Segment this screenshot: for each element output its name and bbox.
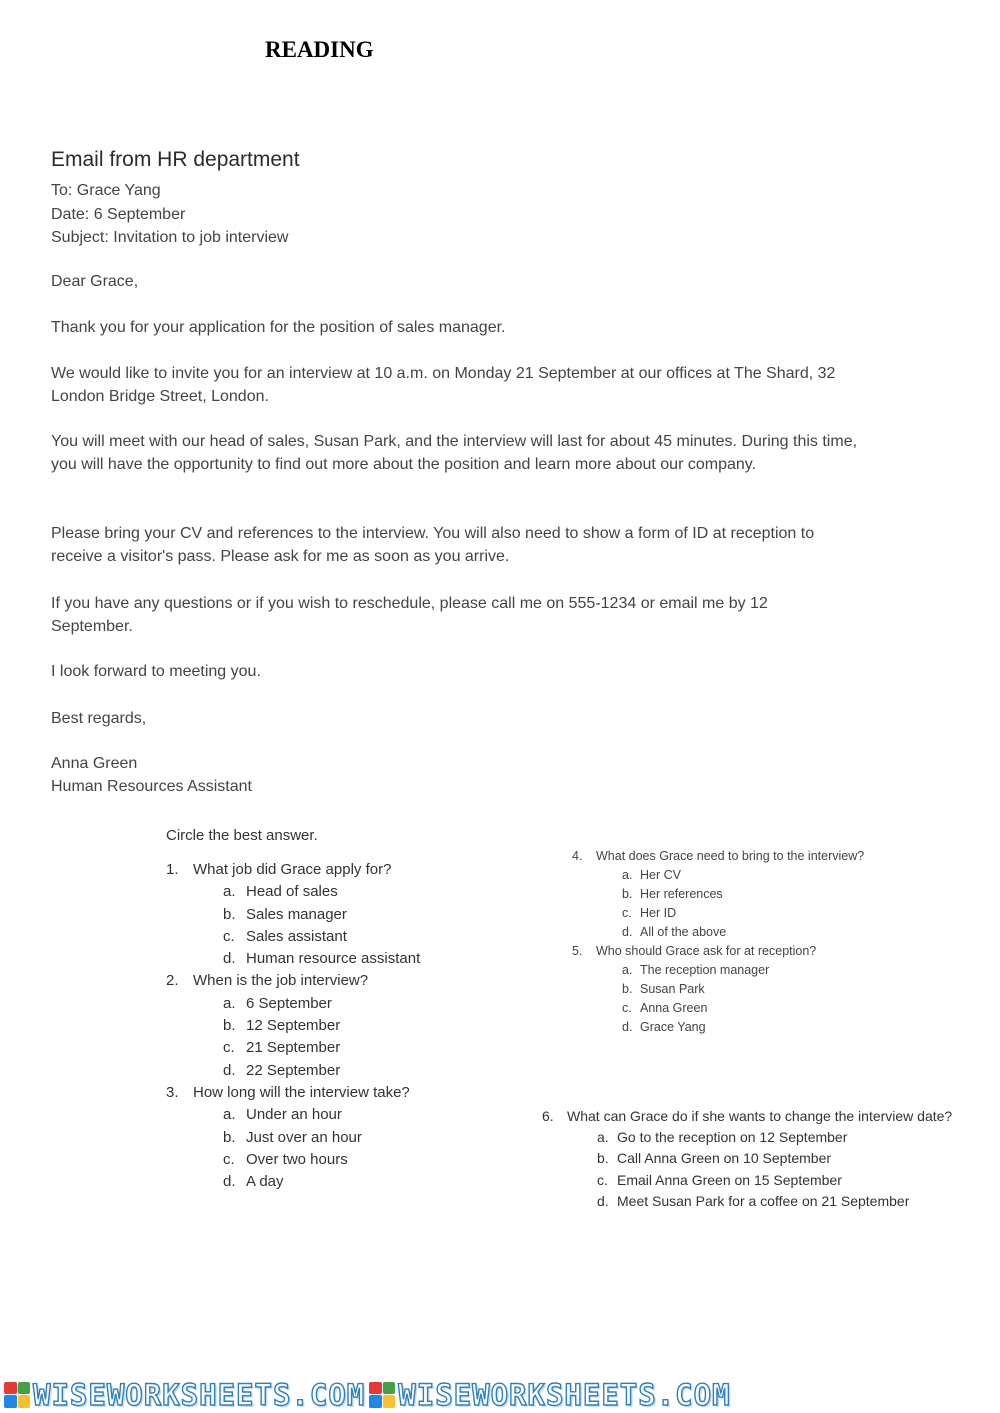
email-paragraph-2: We would like to invite you for an interview at 10 a.m. on Monday 21 September at our offices at The Shard, 32 London Bridge Street, London.: [51, 365, 836, 405]
option-text: 21 September: [246, 1039, 341, 1057]
option-letter: c.: [223, 1039, 235, 1057]
email-closing: Best regards,: [51, 710, 147, 727]
option-letter: b.: [223, 1017, 236, 1035]
option-1c[interactable]: [166, 926, 420, 948]
instructions: Circle the best answer.: [166, 827, 318, 844]
option-text: Sales manager: [246, 905, 347, 923]
option-letter: d.: [223, 1173, 236, 1191]
option-text: Her references: [640, 887, 723, 901]
option-text: Anna Green: [640, 1001, 708, 1015]
email-signature-title: Human Resources Assistant: [51, 778, 252, 795]
option-letter: a.: [223, 994, 236, 1012]
question-list-left: [166, 859, 420, 1193]
option-letter: b.: [597, 1150, 609, 1167]
option-6d[interactable]: [542, 1191, 952, 1212]
option-4d[interactable]: [572, 923, 864, 942]
option-1a[interactable]: [166, 881, 420, 903]
option-5b[interactable]: [572, 980, 864, 999]
option-letter: c.: [622, 906, 632, 920]
option-1d[interactable]: [166, 948, 420, 970]
logo-square-green: [383, 1382, 396, 1395]
logo-square-yellow: [383, 1395, 396, 1408]
option-letter: c.: [223, 1150, 235, 1168]
watermark-text: WISEWORKSHEETS.COM: [398, 1377, 731, 1412]
option-text: 22 September: [246, 1061, 341, 1079]
question-text: What job did Grace apply for?: [193, 861, 392, 878]
question-2: [166, 970, 420, 992]
option-letter: a.: [622, 868, 633, 882]
option-letter: b.: [223, 905, 236, 923]
question-number: 1.: [166, 861, 179, 878]
option-text: Go to the reception on 12 September: [617, 1129, 848, 1146]
watermark-logo[interactable]: [369, 1378, 730, 1412]
option-letter: c.: [622, 1001, 632, 1015]
option-letter: a.: [597, 1129, 609, 1146]
email-paragraph-3: You will meet with our head of sales, Susan Park, and the interview will last for about 45 minutes. During this time, you will have the opportunity to find out more about the position and learn more about our company.: [51, 433, 858, 473]
option-text: Susan Park: [640, 982, 705, 996]
option-text: Under an hour: [246, 1106, 342, 1124]
option-letter: d.: [223, 950, 236, 968]
watermark-text: WISEWORKSHEETS.COM: [33, 1377, 366, 1412]
option-text: Head of sales: [246, 883, 338, 901]
option-text: A day: [246, 1173, 284, 1191]
email-greeting: Dear Grace,: [51, 273, 139, 290]
option-2a[interactable]: [166, 993, 420, 1015]
option-6c[interactable]: [542, 1170, 952, 1191]
email-subject: Subject: Invitation to job interview: [51, 229, 289, 246]
question-text: What can Grace do if she wants to change the interview date?: [567, 1108, 953, 1124]
option-letter: b.: [622, 982, 633, 996]
question-number: 5.: [572, 944, 583, 958]
question-number: 2.: [166, 972, 179, 990]
option-text: Call Anna Green on 10 September: [617, 1150, 832, 1167]
option-5d[interactable]: [572, 1018, 864, 1037]
option-text: Meet Susan Park for a coffee on 21 September: [617, 1192, 910, 1209]
question-4: [572, 847, 864, 866]
option-5c[interactable]: [572, 999, 864, 1018]
logo-square-yellow: [18, 1395, 31, 1408]
question-6: [542, 1106, 952, 1127]
logo-square-blue: [4, 1395, 17, 1408]
question-1: [166, 859, 420, 881]
question-3: [166, 1082, 420, 1104]
option-text: Sales assistant: [246, 927, 347, 945]
question-number: 3.: [166, 1083, 179, 1101]
option-text: Grace Yang: [640, 1020, 706, 1034]
option-text: The reception manager: [640, 963, 770, 977]
option-4c[interactable]: [572, 904, 864, 923]
option-text: Her CV: [640, 868, 681, 882]
option-3c[interactable]: [166, 1149, 420, 1171]
question-text: When is the job interview?: [193, 972, 369, 990]
option-3b[interactable]: [166, 1127, 420, 1149]
page-title: READING: [265, 37, 374, 62]
option-4b[interactable]: [572, 885, 864, 904]
logo-square-blue: [369, 1395, 382, 1408]
option-text: Human resource assistant: [246, 950, 421, 968]
option-2c[interactable]: [166, 1037, 420, 1059]
option-letter: d.: [622, 925, 633, 939]
option-1b[interactable]: [166, 904, 420, 926]
option-letter: a.: [223, 1106, 236, 1124]
option-text: Just over an hour: [246, 1128, 362, 1146]
option-text: Her ID: [640, 906, 677, 920]
option-letter: d.: [597, 1192, 609, 1209]
option-4a[interactable]: [572, 866, 864, 885]
option-letter: c.: [223, 927, 235, 945]
question-list-bottom: [542, 1106, 952, 1212]
option-letter: a.: [223, 883, 236, 901]
option-text: All of the above: [640, 925, 727, 939]
option-text: 6 September: [246, 994, 332, 1012]
option-5a[interactable]: [572, 961, 864, 980]
question-5: [572, 942, 864, 961]
option-text: 12 September: [246, 1017, 341, 1035]
option-3d[interactable]: [166, 1171, 420, 1193]
logo-square-red: [4, 1382, 17, 1395]
option-2d[interactable]: [166, 1060, 420, 1082]
email-signature-name: Anna Green: [51, 755, 138, 772]
option-letter: d.: [622, 1020, 633, 1034]
question-list-right: [572, 847, 864, 1037]
option-2b[interactable]: [166, 1015, 420, 1037]
option-6a[interactable]: [542, 1127, 952, 1148]
question-text: What does Grace need to bring to the interview?: [596, 849, 865, 863]
option-text: Email Anna Green on 15 September: [617, 1171, 842, 1188]
option-letter: d.: [223, 1061, 236, 1079]
email-meta: [51, 179, 288, 250]
logo-square-red: [369, 1382, 382, 1395]
option-letter: b.: [622, 887, 633, 901]
wise-logo-icon: [369, 1382, 395, 1408]
watermark-logo[interactable]: [4, 1378, 365, 1412]
email-paragraph-5: If you have any questions or if you wish to reschedule, please call me on 555-1234 or email me by 12 September.: [51, 595, 768, 635]
question-number: 4.: [572, 849, 583, 863]
question-text: How long will the interview take?: [193, 1083, 410, 1101]
option-letter: b.: [223, 1128, 236, 1146]
email-paragraph-6: I look forward to meeting you.: [51, 663, 261, 680]
question-number: 6.: [542, 1108, 554, 1124]
email-paragraph-1: Thank you for your application for the position of sales manager.: [51, 319, 506, 336]
option-6b[interactable]: [542, 1148, 952, 1169]
email-date: Date: 6 September: [51, 205, 186, 223]
option-3a[interactable]: [166, 1104, 420, 1126]
question-text: Who should Grace ask for at reception?: [596, 944, 817, 958]
option-letter: a.: [622, 963, 633, 977]
email-paragraph-4: Please bring your CV and references to the interview. You will also need to show a form of ID at reception to receive a visitor's pass. Please ask for me as soon as you arrive.: [51, 525, 815, 565]
email-to: To: Grace Yang: [51, 182, 161, 199]
logo-square-green: [18, 1382, 31, 1395]
option-text: Over two hours: [246, 1150, 348, 1168]
footer-watermark: [0, 1376, 1000, 1413]
option-letter: c.: [597, 1171, 608, 1188]
email-heading: Email from HR department: [51, 148, 300, 171]
wise-logo-icon: [4, 1382, 30, 1408]
